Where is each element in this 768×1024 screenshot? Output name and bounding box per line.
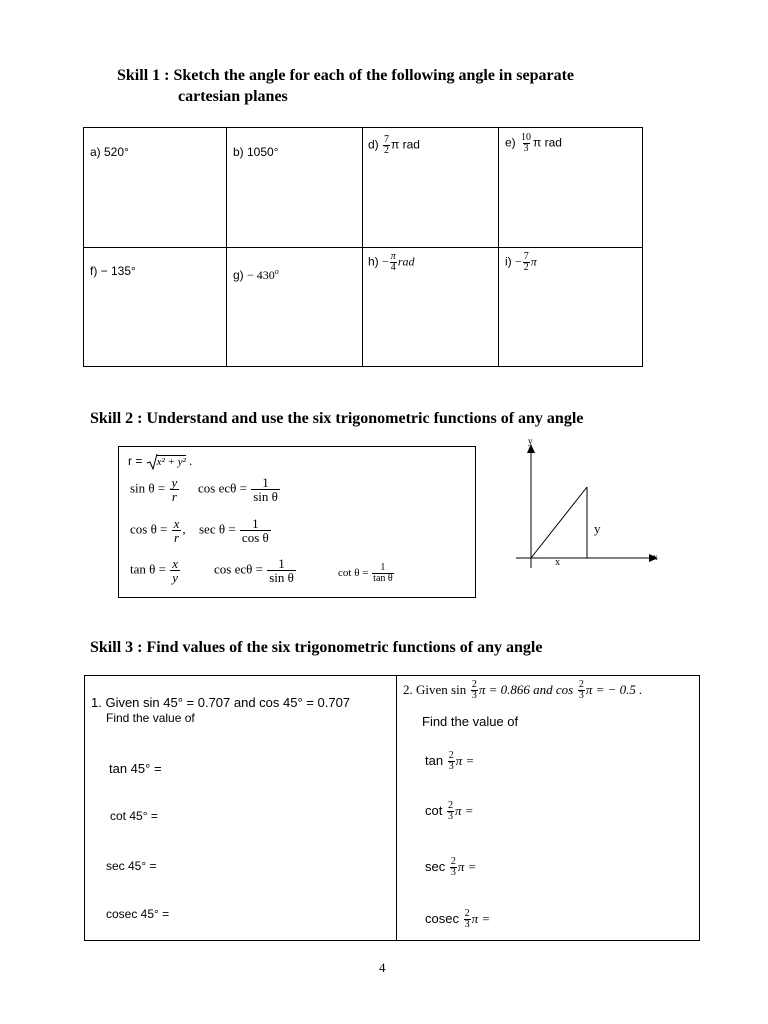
angle-g: $g) - 430^o$ xyxy=(233,267,279,282)
y-axis-label: y xyxy=(528,436,533,446)
q1-cot: cot 45° = xyxy=(110,809,158,823)
q2-given: 2. Given sin $\frac{2}{3}$ π = 0.866 and cos $\frac{2}{3}$ π = − 0.5 . xyxy=(403,679,643,701)
sin-formula: sin θ = $\frac{y}{r}$ xyxy=(130,475,178,504)
tan-formula: tan θ = $\frac{x}{y}$ xyxy=(130,556,178,585)
cos-formula: cos θ = $\frac{x}{r}$ , xyxy=(130,516,186,545)
q2-cosec: cosec $\frac{2}{3}$ π = xyxy=(425,908,491,930)
page-number: 4 xyxy=(379,960,386,975)
sec-formula: sec θ = $\frac{1}{\text{cos θ}}$ xyxy=(199,516,269,545)
skill3-table xyxy=(84,675,700,941)
angle-a: a) 520° xyxy=(90,145,129,159)
q1-sec: sec 45° = xyxy=(106,859,157,873)
skill1-title-line2: cartesian planes xyxy=(178,88,288,105)
q1-tan: tan 45° = xyxy=(109,761,162,776)
skill2-title: Skill 2 : Understand and use the six trigonometric functions of any angle xyxy=(90,410,584,427)
side-x-label: x xyxy=(555,557,560,568)
angle-i: i) − $\frac{7}{2}$ π xyxy=(505,251,537,273)
angle-b: b) 1050° xyxy=(233,145,279,159)
q2-cot: cot $\frac{2}{3}$ π = xyxy=(425,800,474,822)
formula-box xyxy=(118,446,476,598)
q1-cosec: cosec 45° = xyxy=(106,907,170,921)
cosec2-formula: cos ecθ = $\frac{1}{\text{sin θ}}$ xyxy=(214,556,294,585)
x-axis-label: x xyxy=(653,552,658,562)
angle-f: f) − 135° xyxy=(90,264,136,278)
r-formula: r = x² + y² . xyxy=(128,453,192,471)
angle-d: d) $\frac{7}{2}$ π rad xyxy=(368,134,420,156)
q2-sec: sec $\frac{2}{3}$ π = xyxy=(425,856,477,878)
q2-find: Find the value of xyxy=(422,714,519,729)
sqrt-icon xyxy=(146,453,158,471)
skill3-title: Skill 3 : Find values of the six trigonometric functions of any angle xyxy=(90,639,543,656)
angle-h: h) − $\frac{\pi}{4}$ rad xyxy=(368,251,415,273)
cosec-formula: cos ecθ = $\frac{1}{\text{sin θ}}$ xyxy=(198,475,278,504)
skill1-table xyxy=(83,127,643,367)
q1-find: Find the value of xyxy=(106,711,195,725)
side-y-label: y xyxy=(594,521,601,536)
angle-e: e) $\frac{10}{3}$ π rad xyxy=(505,132,562,154)
q1-given: 1. Given sin 45° = 0.707 and cos 45° = 0.707 xyxy=(91,695,351,710)
cot-formula: cot θ = $\frac{1}{\text{tan θ}}$ xyxy=(338,562,393,584)
triangle-diagram xyxy=(510,436,670,576)
q2-tan: tan $\frac{2}{3}$ π = xyxy=(425,750,475,772)
skill1-title-line1: Skill 1 : Sketch the angle for each of the following angle in separate xyxy=(117,67,575,84)
